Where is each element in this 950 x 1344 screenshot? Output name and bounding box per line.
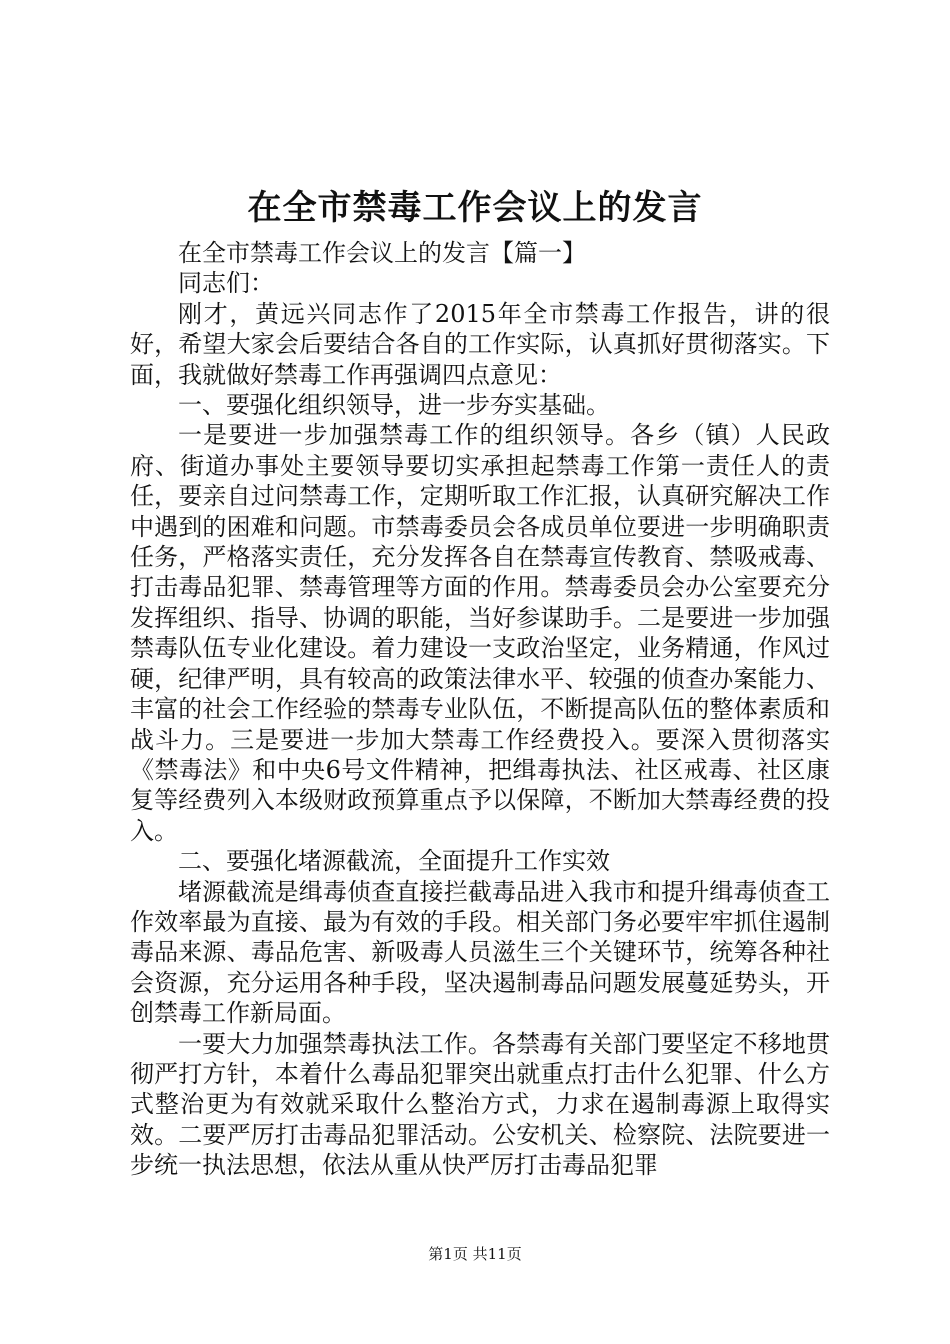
paragraph-body: 堵源截流是缉毒侦查直接拦截毒品进入我市和提升缉毒侦查工作效率最为直接、最为有效的手段。相关部门务必要牢牢抓住遏制毒品来源、毒品危害、新吸毒人员滋生三个关键环节，统筹各种社会资源，充分运用各种手段，坚决遏制毒品问题发展蔓延势头，开创禁毒工作新局面。 bbox=[130, 877, 830, 1028]
paragraph-section-heading: 在全市禁毒工作会议上的发言【篇一】 bbox=[178, 239, 586, 267]
paragraph-body: 一要大力加强禁毒执法工作。各禁毒有关部门要坚定不移地贯彻严打方针，本着什么毒品犯罪突出就重点打击什么犯罪、什么方式整治更为有效就采取什么整治方式，力求在遏制毒源上取得实效。二要严厉打击毒品犯罪活动。公安机关、检察院、法院要进一步统一执法思想，依法从重从快严厉打击毒品犯罪 bbox=[130, 1029, 830, 1180]
document-title: 在全市禁毒工作会议上的发言 bbox=[247, 188, 703, 228]
paragraph-salutation: 同志们： bbox=[178, 269, 274, 298]
paragraph-body: 一是要进一步加强禁毒工作的组织领导。各乡（镇）人民政府、街道办事处主要领导要切实承担起禁毒工作第一责任人的责任，要亲自过问禁毒工作，定期听取工作汇报，认真研究解决工作中遇到的困难和问题。市禁毒委员会各成员单位要进一步明确职责任务，严格落实责任，充分发挥各自在禁毒宣传教育、禁吸戒毒、打击毒品犯罪、禁毒管理等方面的作用。禁毒委员会办公室要充分发挥组织、指导、协调的职能，当好参谋助手。二是要进一步加强禁毒队伍专业化建设。着力建设一支政治坚定，业务精通，作风过硬，纪律严明，具有较高的政策法律水平、较强的侦查办案能力、丰富的社会工作经验的禁毒专业队伍，不断提高队伍的整体素质和战斗力。三是要进一步加大禁毒工作经费投入。要深入贯彻落实《禁毒法》和中央6号文件精神，把缉毒执法、社区戒毒、社区康复等经费列入本级财政预算重点予以保障，不断加大禁毒经费的投入。 bbox=[130, 421, 830, 845]
paragraph-heading-two: 二、要强化堵源截流，全面提升工作实效 bbox=[178, 847, 610, 876]
page-number: 第1页 共11页 bbox=[428, 1245, 522, 1263]
paragraph-heading-one: 一、要强化组织领导，进一步夯实基础。 bbox=[178, 391, 610, 420]
paragraph-intro: 刚才，黄远兴同志作了2015年全市禁毒工作报告，讲的很好，希望大家会后要结合各自的工作实际，认真抓好贯彻落实。下面，我就做好禁毒工作再强调四点意见： bbox=[130, 299, 830, 389]
document-body bbox=[130, 238, 830, 1181]
